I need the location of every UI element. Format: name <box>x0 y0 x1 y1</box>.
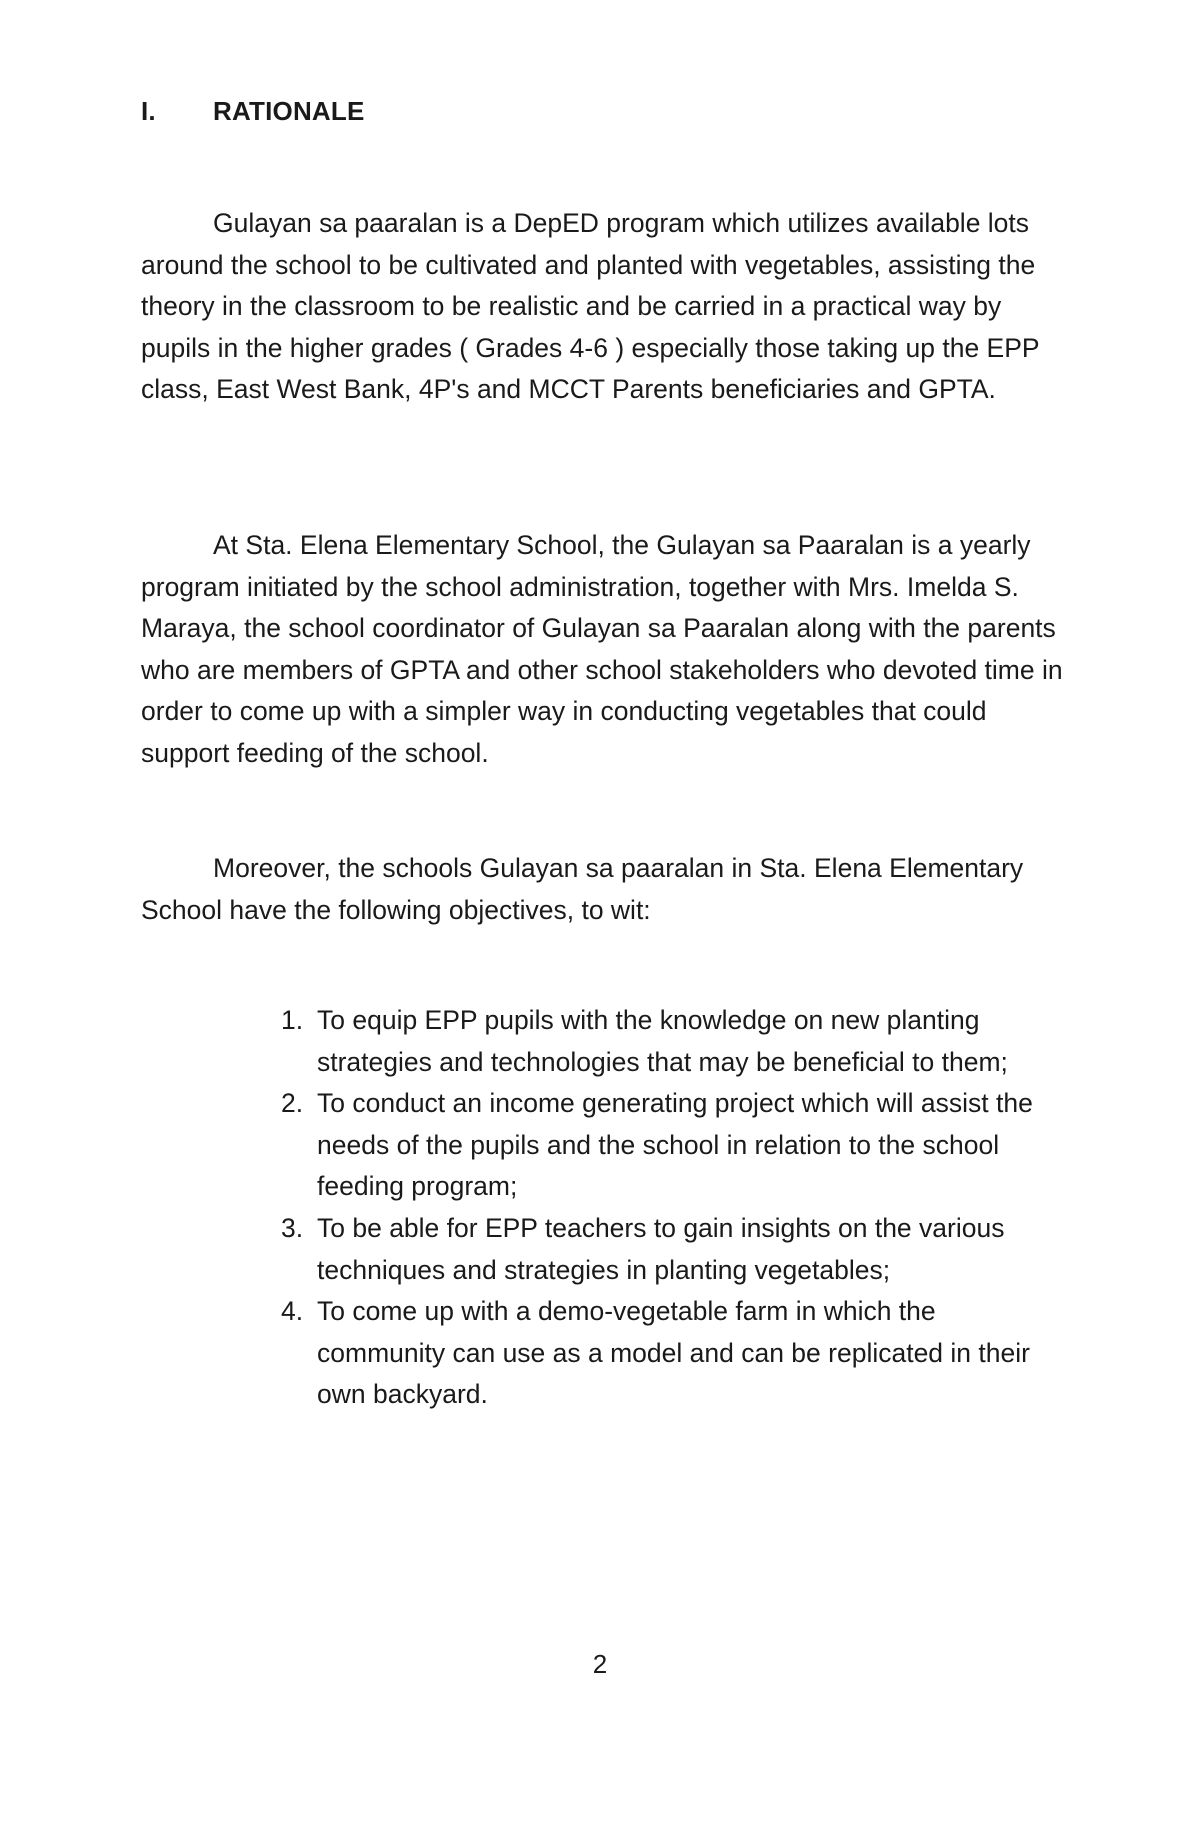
section-number: I. <box>141 96 156 126</box>
objective-item <box>277 1291 1067 1416</box>
rationale-paragraph-1: Gulayan sa paaralan is a DepED program which utilizes available lots around the school to be cultivated and planted with vegetables, assisting the theory in the classroom to be realistic and be carried in a practical way by pupils in the higher grades ( Grades 4-6 ) especially those taking up the EPP class, East West Bank, 4P's and MCCT Parents beneficiaries and GPTA. <box>141 208 1040 405</box>
objective-item <box>277 1083 1067 1208</box>
objective-text: To be able for EPP teachers to gain insights on the various techniques and strategies in planting vegetables; <box>317 1212 1005 1285</box>
rationale-paragraph-3: Moreover, the schools Gulayan sa paaralan in Sta. Elena Elementary School have the following objectives, to wit: <box>141 853 1024 925</box>
objective-item <box>277 1208 1067 1291</box>
objective-number: 1. <box>281 1005 304 1035</box>
section-heading <box>141 94 365 128</box>
objective-number: 4. <box>281 1296 304 1327</box>
objective-number: 2. <box>281 1088 304 1119</box>
objective-text: To equip EPP pupils with the knowledge on new planting strategies and technologies that may be beneficial to them; <box>317 1005 1008 1077</box>
objective-text: To conduct an income generating project which will assist the needs of the pupils and the school in relation to the school feeding program; <box>317 1088 1033 1202</box>
section-title: RATIONALE <box>213 96 365 126</box>
rationale-paragraph-2: At Sta. Elena Elementary School, the Gulayan sa Paaralan is a yearly program initiated by the school administration, together with Mrs. Imelda S. Maraya, the school coordinator of Gulayan sa Paaralan along with the parents who are members of GPTA and other school stakeholders who devoted time in order to come up with a simpler way in conducting vegetables that could support feeding of the school. <box>141 530 1063 768</box>
page-number: 2 <box>592 1649 608 1679</box>
objective-text: To come up with a demo-vegetable farm in which the community can use as a model and can be replicated in their own backyard. <box>317 1296 1030 1410</box>
objectives-list <box>277 1000 1067 1416</box>
objective-item <box>277 1000 1067 1083</box>
objective-number: 3. <box>281 1212 304 1243</box>
